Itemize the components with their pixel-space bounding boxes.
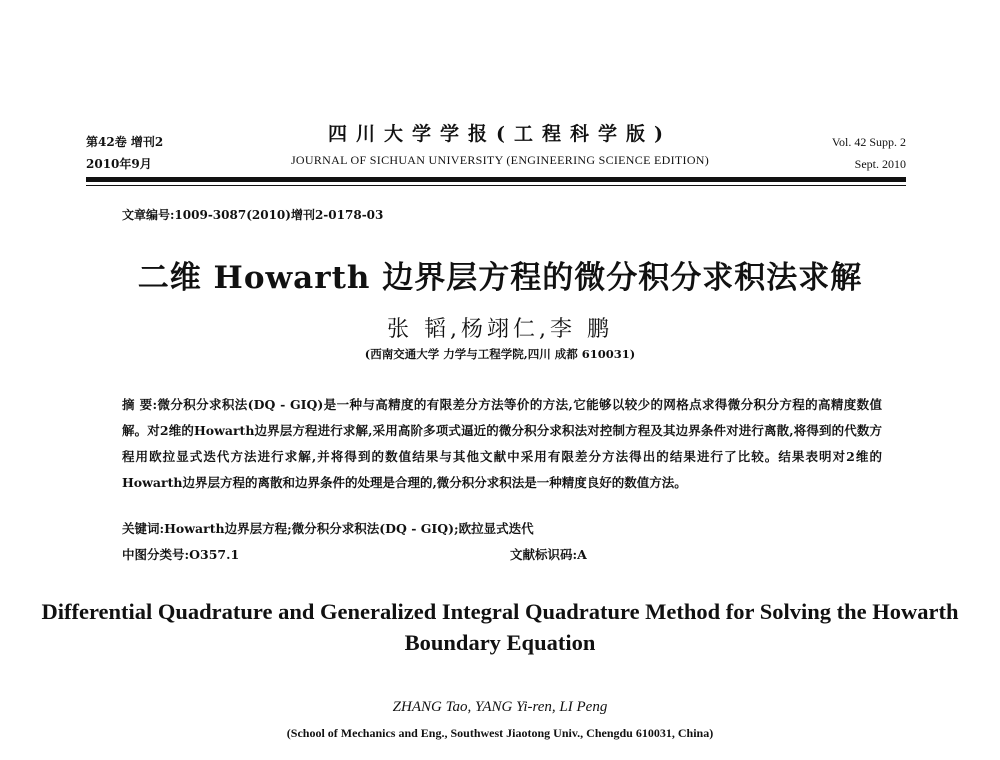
document-code-label: 文献标识码: bbox=[510, 547, 578, 562]
header-center bbox=[230, 120, 770, 170]
document-code bbox=[510, 545, 587, 563]
affiliation-en: (School of Mechanics and Eng., Southwest Jiaotong Univ., Chengdu 610031, China) bbox=[286, 726, 714, 740]
authors-cn: 张 韬,杨翊仁,李 鹏 bbox=[387, 317, 613, 342]
clc-value: O357.1 bbox=[189, 547, 240, 562]
authors-en: ZHANG Tao, YANG Yi-ren, LI Peng bbox=[392, 699, 608, 715]
header-rule-thick bbox=[86, 177, 906, 182]
document-code-value: A bbox=[577, 547, 587, 562]
abstract-label: 摘 要: bbox=[122, 397, 158, 412]
header-right bbox=[746, 131, 906, 175]
affiliation-cn: (西南交通大学 力学与工程学院,四川 成都 610031) bbox=[364, 347, 636, 361]
volume-issue-cn: 第42卷 增刊2 bbox=[86, 135, 164, 149]
header-left bbox=[86, 131, 246, 175]
header-rule-thin bbox=[86, 185, 906, 186]
abstract bbox=[122, 392, 882, 496]
date-en: Sept. 2010 bbox=[854, 157, 906, 171]
date-cn: 2010年9月 bbox=[86, 157, 152, 171]
clc-label: 中图分类号: bbox=[122, 547, 190, 562]
keywords-label: 关键词: bbox=[122, 521, 165, 536]
clc-number bbox=[122, 545, 239, 563]
article-number: 文章编号:1009-3087(2010)增刊2-0178-03 bbox=[122, 208, 384, 222]
abstract-text: 微分积分求积法(DQ - GIQ)是一种与高精度的有限差分方法等价的方法,它能够以较少的网格点求得微分积分方程的高精度数值解。对2维的Howarth边界层方程进行求解,采用高阶多项式逼近的微分积分求积法对控制方程及其边界条件对进行离散,将得到的代数方程用欧拉显式迭代方法进行求解,并将得到的数值结果与其他文献中采用有限差分方法得出的结果进行了比较。结果表明对2维的Howarth边界层方程的离散和边界条件的处理是合理的,微分积分求积法是一种精度良好的数值方法。 bbox=[122, 397, 883, 490]
keywords bbox=[122, 519, 534, 537]
volume-issue-en: Vol. 42 Supp. 2 bbox=[831, 135, 906, 149]
keywords-text: Howarth边界层方程;微分积分求积法(DQ - GIQ);欧拉显式迭代 bbox=[164, 521, 534, 536]
title-cn: 二维 Howarth 边界层方程的微分积分求积法求解 bbox=[137, 260, 863, 296]
title-en: Differential Quadrature and Generalized Integral Quadrature Method for Solving the Howarth Boundary Equation bbox=[41, 599, 959, 655]
journal-title-cn: 四川大学学报(工程科学版) bbox=[328, 123, 672, 145]
journal-title-en: JOURNAL OF SICHUAN UNIVERSITY (ENGINEERING SCIENCE EDITION) bbox=[290, 153, 710, 167]
